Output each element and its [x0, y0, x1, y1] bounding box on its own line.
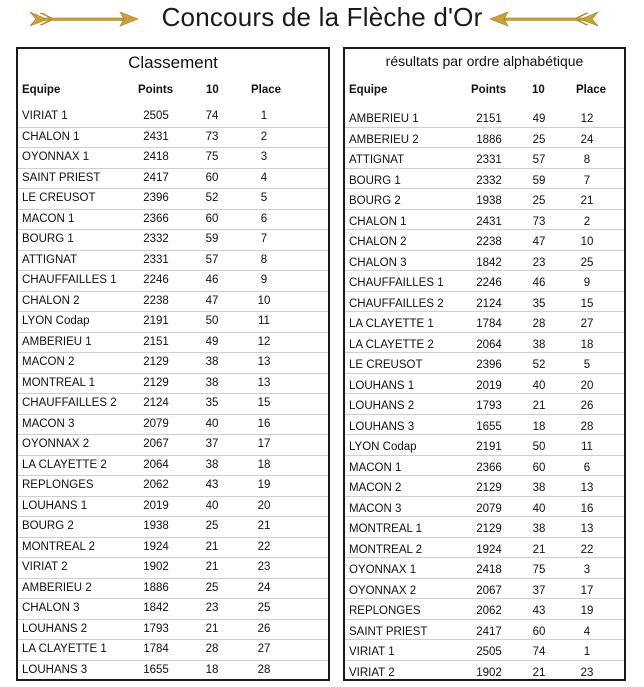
place-cell: 13 — [257, 356, 271, 368]
table-row — [18, 620, 328, 641]
team-name-cell: REPLONGES — [349, 605, 421, 617]
team-name-cell: LOUHANS 1 — [22, 499, 88, 512]
points-cell: 1902 — [476, 666, 502, 679]
place-cell: 27 — [580, 318, 594, 330]
table-row — [345, 620, 624, 641]
tens-cell: 38 — [205, 458, 219, 471]
team-name-cell: SAINT PRIEST — [349, 625, 428, 638]
points-cell: 2417 — [476, 625, 502, 638]
place-cell: 16 — [580, 502, 594, 515]
tens-cell: 43 — [532, 605, 546, 617]
points-cell: 2019 — [476, 379, 502, 392]
place-cell: 24 — [257, 581, 271, 594]
table-row — [18, 640, 328, 661]
place-cell: 15 — [257, 397, 271, 409]
place-cell: 22 — [580, 543, 594, 556]
tens-cell: 60 — [205, 212, 219, 225]
table-row — [345, 251, 624, 272]
alphabetical-rows — [345, 107, 624, 681]
col-header-place: Place — [576, 84, 607, 96]
team-name-cell: BOURG 1 — [349, 174, 401, 187]
points-cell: 2191 — [143, 315, 169, 327]
place-cell: 11 — [258, 315, 270, 327]
points-cell: 2418 — [476, 564, 502, 576]
team-name-cell: LYON Codap — [349, 441, 417, 453]
col-header-ten: 10 — [206, 84, 219, 96]
table-row — [18, 292, 328, 313]
table-row — [345, 517, 624, 538]
tens-cell: 18 — [205, 663, 219, 676]
team-name-cell: OYONNAX 1 — [22, 151, 90, 163]
place-cell: 1 — [583, 646, 591, 658]
place-cell: 2 — [583, 215, 591, 228]
tens-cell: 38 — [205, 356, 219, 368]
classement-heading: Classement — [128, 53, 218, 72]
tens-cell: 21 — [205, 540, 219, 553]
tens-cell: 25 — [532, 133, 546, 146]
team-name-cell: LYON Codap — [22, 315, 90, 327]
place-cell: 22 — [257, 540, 271, 553]
points-cell: 2151 — [143, 335, 169, 348]
team-name-cell: AMBERIEU 1 — [349, 113, 419, 125]
table-row — [18, 128, 328, 149]
table-row — [18, 312, 328, 333]
team-name-cell: CHAUFFAILLES 1 — [349, 277, 444, 289]
team-name-cell: CHALON 2 — [349, 236, 407, 248]
tens-cell: 73 — [205, 130, 219, 143]
team-name-cell: AMBERIEU 1 — [22, 335, 92, 348]
team-name-cell: VIRIAT 1 — [349, 646, 395, 658]
tens-cell: 49 — [205, 335, 219, 348]
points-cell: 2332 — [476, 174, 502, 187]
table-row — [345, 640, 624, 661]
place-cell: 4 — [583, 625, 591, 638]
team-name-cell: MACON 1 — [349, 461, 402, 474]
table-row — [18, 517, 328, 538]
place-cell: 5 — [583, 359, 591, 371]
tens-cell: 52 — [532, 359, 546, 371]
table-row — [18, 251, 328, 272]
points-cell: 2124 — [143, 397, 169, 409]
points-cell: 2417 — [143, 171, 169, 184]
team-name-cell: MONTREAL 1 — [349, 523, 423, 535]
tens-cell: 21 — [532, 543, 546, 556]
team-name-cell: CHAUFFAILLES 2 — [349, 297, 444, 310]
team-name-cell: AMBERIEU 2 — [349, 133, 419, 146]
table-row — [345, 476, 624, 497]
tens-cell: 40 — [532, 379, 546, 392]
tens-cell: 28 — [205, 643, 219, 655]
tens-cell: 75 — [532, 564, 546, 576]
points-cell: 2396 — [476, 359, 502, 371]
place-cell: 8 — [260, 253, 268, 266]
table-row — [18, 374, 328, 395]
points-cell: 2505 — [143, 110, 169, 122]
place-cell: 4 — [260, 171, 268, 184]
tens-cell: 59 — [205, 233, 219, 245]
team-name-cell: LA CLAYETTE 1 — [22, 643, 107, 655]
place-cell: 19 — [257, 479, 271, 491]
tens-cell: 60 — [532, 461, 546, 474]
tens-cell: 21 — [532, 400, 546, 412]
tens-cell: 18 — [532, 420, 546, 433]
points-cell: 1784 — [476, 318, 502, 330]
team-name-cell: LA CLAYETTE 1 — [349, 318, 434, 330]
team-name-cell: LA CLAYETTE 2 — [349, 338, 434, 351]
team-name-cell: MACON 2 — [349, 482, 402, 494]
place-cell: 19 — [580, 605, 594, 617]
points-cell: 1842 — [476, 256, 502, 269]
points-cell: 2191 — [476, 441, 502, 453]
tens-cell: 47 — [205, 294, 219, 307]
table-row — [345, 497, 624, 518]
place-cell: 13 — [580, 523, 594, 535]
team-name-cell: MACON 3 — [22, 417, 75, 430]
team-name-cell: LOUHANS 2 — [22, 622, 88, 635]
points-cell: 2418 — [143, 151, 169, 163]
team-name-cell: BOURG 2 — [22, 520, 74, 532]
team-name-cell: SAINT PRIEST — [22, 171, 101, 184]
points-cell: 1938 — [476, 195, 502, 207]
col-header-place: Place — [251, 84, 282, 96]
place-cell: 26 — [580, 400, 594, 412]
table-row — [345, 374, 624, 395]
table-row — [18, 456, 328, 477]
place-cell: 12 — [257, 335, 271, 348]
alphabetical-heading: résultats par ordre alphabétique — [385, 53, 584, 69]
table-row — [345, 169, 624, 190]
table-row — [18, 230, 328, 251]
tens-cell: 38 — [532, 338, 546, 351]
table-row — [18, 435, 328, 456]
points-cell: 1938 — [143, 520, 169, 532]
tens-cell: 21 — [205, 622, 219, 635]
place-cell: 2 — [260, 130, 268, 143]
tens-cell: 43 — [205, 479, 219, 491]
points-cell: 2246 — [476, 277, 502, 289]
team-name-cell: MONTREAL 2 — [349, 543, 423, 556]
tens-cell: 46 — [532, 277, 546, 289]
points-cell: 2067 — [143, 438, 169, 450]
table-row — [345, 107, 624, 128]
team-name-cell: VIRIAT 2 — [22, 561, 68, 573]
tens-cell: 47 — [532, 236, 546, 248]
col-header-ten: 10 — [532, 84, 545, 96]
place-cell: 23 — [580, 666, 594, 679]
place-cell: 18 — [257, 458, 271, 471]
page-header — [0, 0, 644, 40]
place-cell: 24 — [580, 133, 594, 146]
points-cell: 2079 — [143, 417, 169, 430]
tens-cell: 49 — [532, 113, 546, 125]
team-name-cell: LOUHANS 1 — [349, 379, 415, 392]
col-header-team: Equipe — [349, 84, 388, 96]
tens-cell: 21 — [205, 561, 219, 573]
team-name-cell: VIRIAT 2 — [349, 666, 395, 679]
points-cell: 2431 — [476, 215, 502, 228]
points-cell: 2246 — [143, 274, 169, 286]
tens-cell: 50 — [532, 441, 546, 453]
team-name-cell: LOUHANS 2 — [349, 400, 415, 412]
table-row — [345, 148, 624, 169]
tens-cell: 38 — [532, 482, 546, 494]
tens-cell: 74 — [532, 646, 546, 658]
tens-cell: 74 — [205, 110, 219, 122]
points-cell: 1655 — [476, 420, 502, 433]
place-cell: 20 — [257, 499, 271, 512]
place-cell: 11 — [581, 441, 593, 453]
page-title: Concours de la Flèche d'Or — [161, 2, 483, 32]
points-cell: 2238 — [476, 236, 502, 248]
tens-cell: 60 — [532, 625, 546, 638]
tens-cell: 40 — [532, 502, 546, 515]
place-cell: 27 — [257, 643, 271, 655]
tens-cell: 25 — [532, 195, 546, 207]
tens-cell: 52 — [205, 192, 219, 204]
tens-cell: 25 — [205, 581, 219, 594]
points-cell: 2129 — [143, 376, 169, 389]
tens-cell: 23 — [532, 256, 546, 269]
points-cell: 1842 — [143, 602, 169, 614]
table-row — [345, 435, 624, 456]
tens-cell: 57 — [205, 253, 219, 266]
points-cell: 1793 — [143, 622, 169, 635]
team-name-cell: CHALON 3 — [349, 256, 407, 269]
table-row — [345, 558, 624, 579]
place-cell: 9 — [583, 277, 591, 289]
points-cell: 1886 — [143, 581, 169, 594]
place-cell: 6 — [583, 461, 591, 474]
table-row — [18, 189, 328, 210]
points-cell: 2124 — [476, 297, 502, 310]
place-cell: 16 — [257, 417, 271, 430]
table-row — [18, 497, 328, 518]
tens-cell: 23 — [205, 602, 219, 614]
table-row — [345, 230, 624, 251]
table-row — [345, 312, 624, 333]
table-row — [345, 415, 624, 436]
place-cell: 18 — [580, 338, 594, 351]
team-name-cell: MONTREAL 2 — [22, 540, 96, 553]
points-cell: 1784 — [143, 643, 169, 655]
table-row — [18, 579, 328, 600]
points-cell: 2396 — [143, 192, 169, 204]
place-cell: 6 — [260, 212, 268, 225]
place-cell: 28 — [257, 663, 271, 676]
points-cell: 2366 — [476, 461, 502, 474]
team-name-cell: BOURG 2 — [349, 195, 401, 207]
place-cell: 17 — [257, 438, 271, 450]
table-row — [18, 661, 328, 682]
classement-rows — [18, 107, 328, 681]
place-cell: 9 — [260, 274, 268, 286]
place-cell: 10 — [257, 294, 271, 307]
table-row — [18, 558, 328, 579]
place-cell: 23 — [257, 561, 271, 573]
table-row — [345, 353, 624, 374]
points-cell: 2129 — [143, 356, 169, 368]
table-row — [345, 394, 624, 415]
tens-cell: 50 — [205, 315, 219, 327]
points-cell: 2129 — [476, 523, 502, 535]
tens-cell: 35 — [205, 397, 219, 409]
table-row — [18, 394, 328, 415]
points-cell: 2064 — [143, 458, 169, 471]
points-cell: 2366 — [143, 212, 169, 225]
points-cell: 2431 — [143, 130, 169, 143]
team-name-cell: MONTREAL 1 — [22, 376, 96, 389]
team-name-cell: LE CREUSOT — [349, 359, 423, 371]
table-row — [18, 538, 328, 559]
points-cell: 2332 — [143, 233, 169, 245]
table-row — [18, 599, 328, 620]
place-cell: 26 — [257, 622, 271, 635]
tens-cell: 73 — [532, 215, 546, 228]
points-cell: 1924 — [476, 543, 502, 556]
team-name-cell: CHALON 3 — [22, 602, 80, 614]
table-row — [18, 476, 328, 497]
tens-cell: 38 — [532, 523, 546, 535]
team-name-cell: LOUHANS 3 — [22, 663, 88, 676]
table-row — [345, 210, 624, 231]
col-header-team: Equipe — [22, 84, 61, 96]
team-name-cell: CHALON 2 — [22, 294, 80, 307]
place-cell: 12 — [580, 113, 594, 125]
table-row — [345, 292, 624, 313]
points-cell: 2079 — [476, 502, 502, 515]
place-cell: 21 — [580, 195, 594, 207]
points-cell: 2151 — [476, 113, 502, 125]
team-name-cell: REPLONGES — [22, 479, 94, 491]
tens-cell: 57 — [532, 154, 546, 166]
points-cell: 1655 — [143, 663, 169, 676]
tens-cell: 59 — [532, 174, 546, 187]
table-row — [18, 107, 328, 128]
team-name-cell: CHAUFFAILLES 2 — [22, 397, 117, 409]
place-cell: 15 — [580, 297, 594, 310]
tens-cell: 46 — [205, 274, 219, 286]
table-row — [345, 271, 624, 292]
table-row — [345, 661, 624, 682]
team-name-cell: LOUHANS 3 — [349, 420, 415, 433]
points-cell: 1886 — [476, 133, 502, 146]
table-row — [345, 579, 624, 600]
table-row — [18, 210, 328, 231]
points-cell: 2062 — [476, 605, 502, 617]
tens-cell: 37 — [205, 438, 219, 450]
points-cell: 1924 — [143, 540, 169, 553]
place-cell: 13 — [257, 376, 271, 389]
team-name-cell: BOURG 1 — [22, 233, 74, 245]
tens-cell: 40 — [205, 417, 219, 430]
col-header-points: Points — [138, 84, 174, 96]
table-row — [345, 189, 624, 210]
team-name-cell: MACON 3 — [349, 502, 402, 515]
place-cell: 25 — [580, 256, 594, 269]
place-cell: 21 — [257, 520, 271, 532]
place-cell: 28 — [580, 420, 594, 433]
team-name-cell: ATTIGNAT — [22, 253, 78, 266]
table-row — [18, 169, 328, 190]
team-name-cell: MACON 2 — [22, 356, 75, 368]
place-cell: 7 — [583, 174, 591, 187]
team-name-cell: CHAUFFAILLES 1 — [22, 274, 117, 286]
points-cell: 2331 — [143, 253, 169, 266]
team-name-cell: OYONNAX 1 — [349, 564, 417, 576]
points-cell: 1793 — [476, 400, 502, 412]
tens-cell: 40 — [205, 499, 219, 512]
golden-arrow-icon — [488, 9, 600, 29]
team-name-cell: VIRIAT 1 — [22, 110, 68, 122]
tens-cell: 75 — [205, 151, 219, 163]
place-cell: 10 — [580, 236, 594, 248]
points-cell: 2505 — [476, 646, 502, 658]
tens-cell: 28 — [532, 318, 546, 330]
place-cell: 3 — [260, 151, 268, 163]
team-name-cell: LE CREUSOT — [22, 192, 96, 204]
points-cell: 2064 — [476, 338, 502, 351]
table-row — [345, 456, 624, 477]
table-row — [18, 271, 328, 292]
table-row — [345, 538, 624, 559]
place-cell: 3 — [583, 564, 591, 576]
points-cell: 2062 — [143, 479, 169, 491]
table-row — [18, 353, 328, 374]
tens-cell: 25 — [205, 520, 219, 532]
table-row — [345, 128, 624, 149]
table-row — [18, 415, 328, 436]
place-cell: 20 — [580, 379, 594, 392]
team-name-cell: ATTIGNAT — [349, 154, 405, 166]
tens-cell: 38 — [205, 376, 219, 389]
place-cell: 13 — [580, 482, 594, 494]
points-cell: 2238 — [143, 294, 169, 307]
team-name-cell: OYONNAX 2 — [22, 438, 90, 450]
team-name-cell: AMBERIEU 2 — [22, 581, 92, 594]
place-cell: 1 — [260, 110, 268, 122]
place-cell: 25 — [257, 602, 271, 614]
alphabetical-table — [343, 47, 626, 681]
tens-cell: 21 — [532, 666, 546, 679]
table-row — [345, 599, 624, 620]
tens-cell: 60 — [205, 171, 219, 184]
points-cell: 2067 — [476, 584, 502, 597]
points-cell: 1902 — [143, 561, 169, 573]
points-cell: 2019 — [143, 499, 169, 512]
place-cell: 8 — [583, 154, 591, 166]
team-name-cell: CHALON 1 — [22, 130, 80, 143]
table-row — [345, 333, 624, 354]
team-name-cell: OYONNAX 2 — [349, 584, 417, 597]
col-header-points: Points — [471, 84, 507, 96]
team-name-cell: CHALON 1 — [349, 215, 407, 228]
table-row — [18, 333, 328, 354]
team-name-cell: MACON 1 — [22, 212, 75, 225]
team-name-cell: LA CLAYETTE 2 — [22, 458, 107, 471]
classement-table — [16, 47, 330, 681]
points-cell: 2129 — [476, 482, 502, 494]
tens-cell: 35 — [532, 297, 546, 310]
place-cell: 7 — [260, 233, 268, 245]
place-cell: 5 — [260, 192, 268, 204]
tens-cell: 37 — [532, 584, 546, 597]
table-row — [18, 148, 328, 169]
place-cell: 17 — [580, 584, 594, 597]
points-cell: 2331 — [476, 154, 502, 166]
